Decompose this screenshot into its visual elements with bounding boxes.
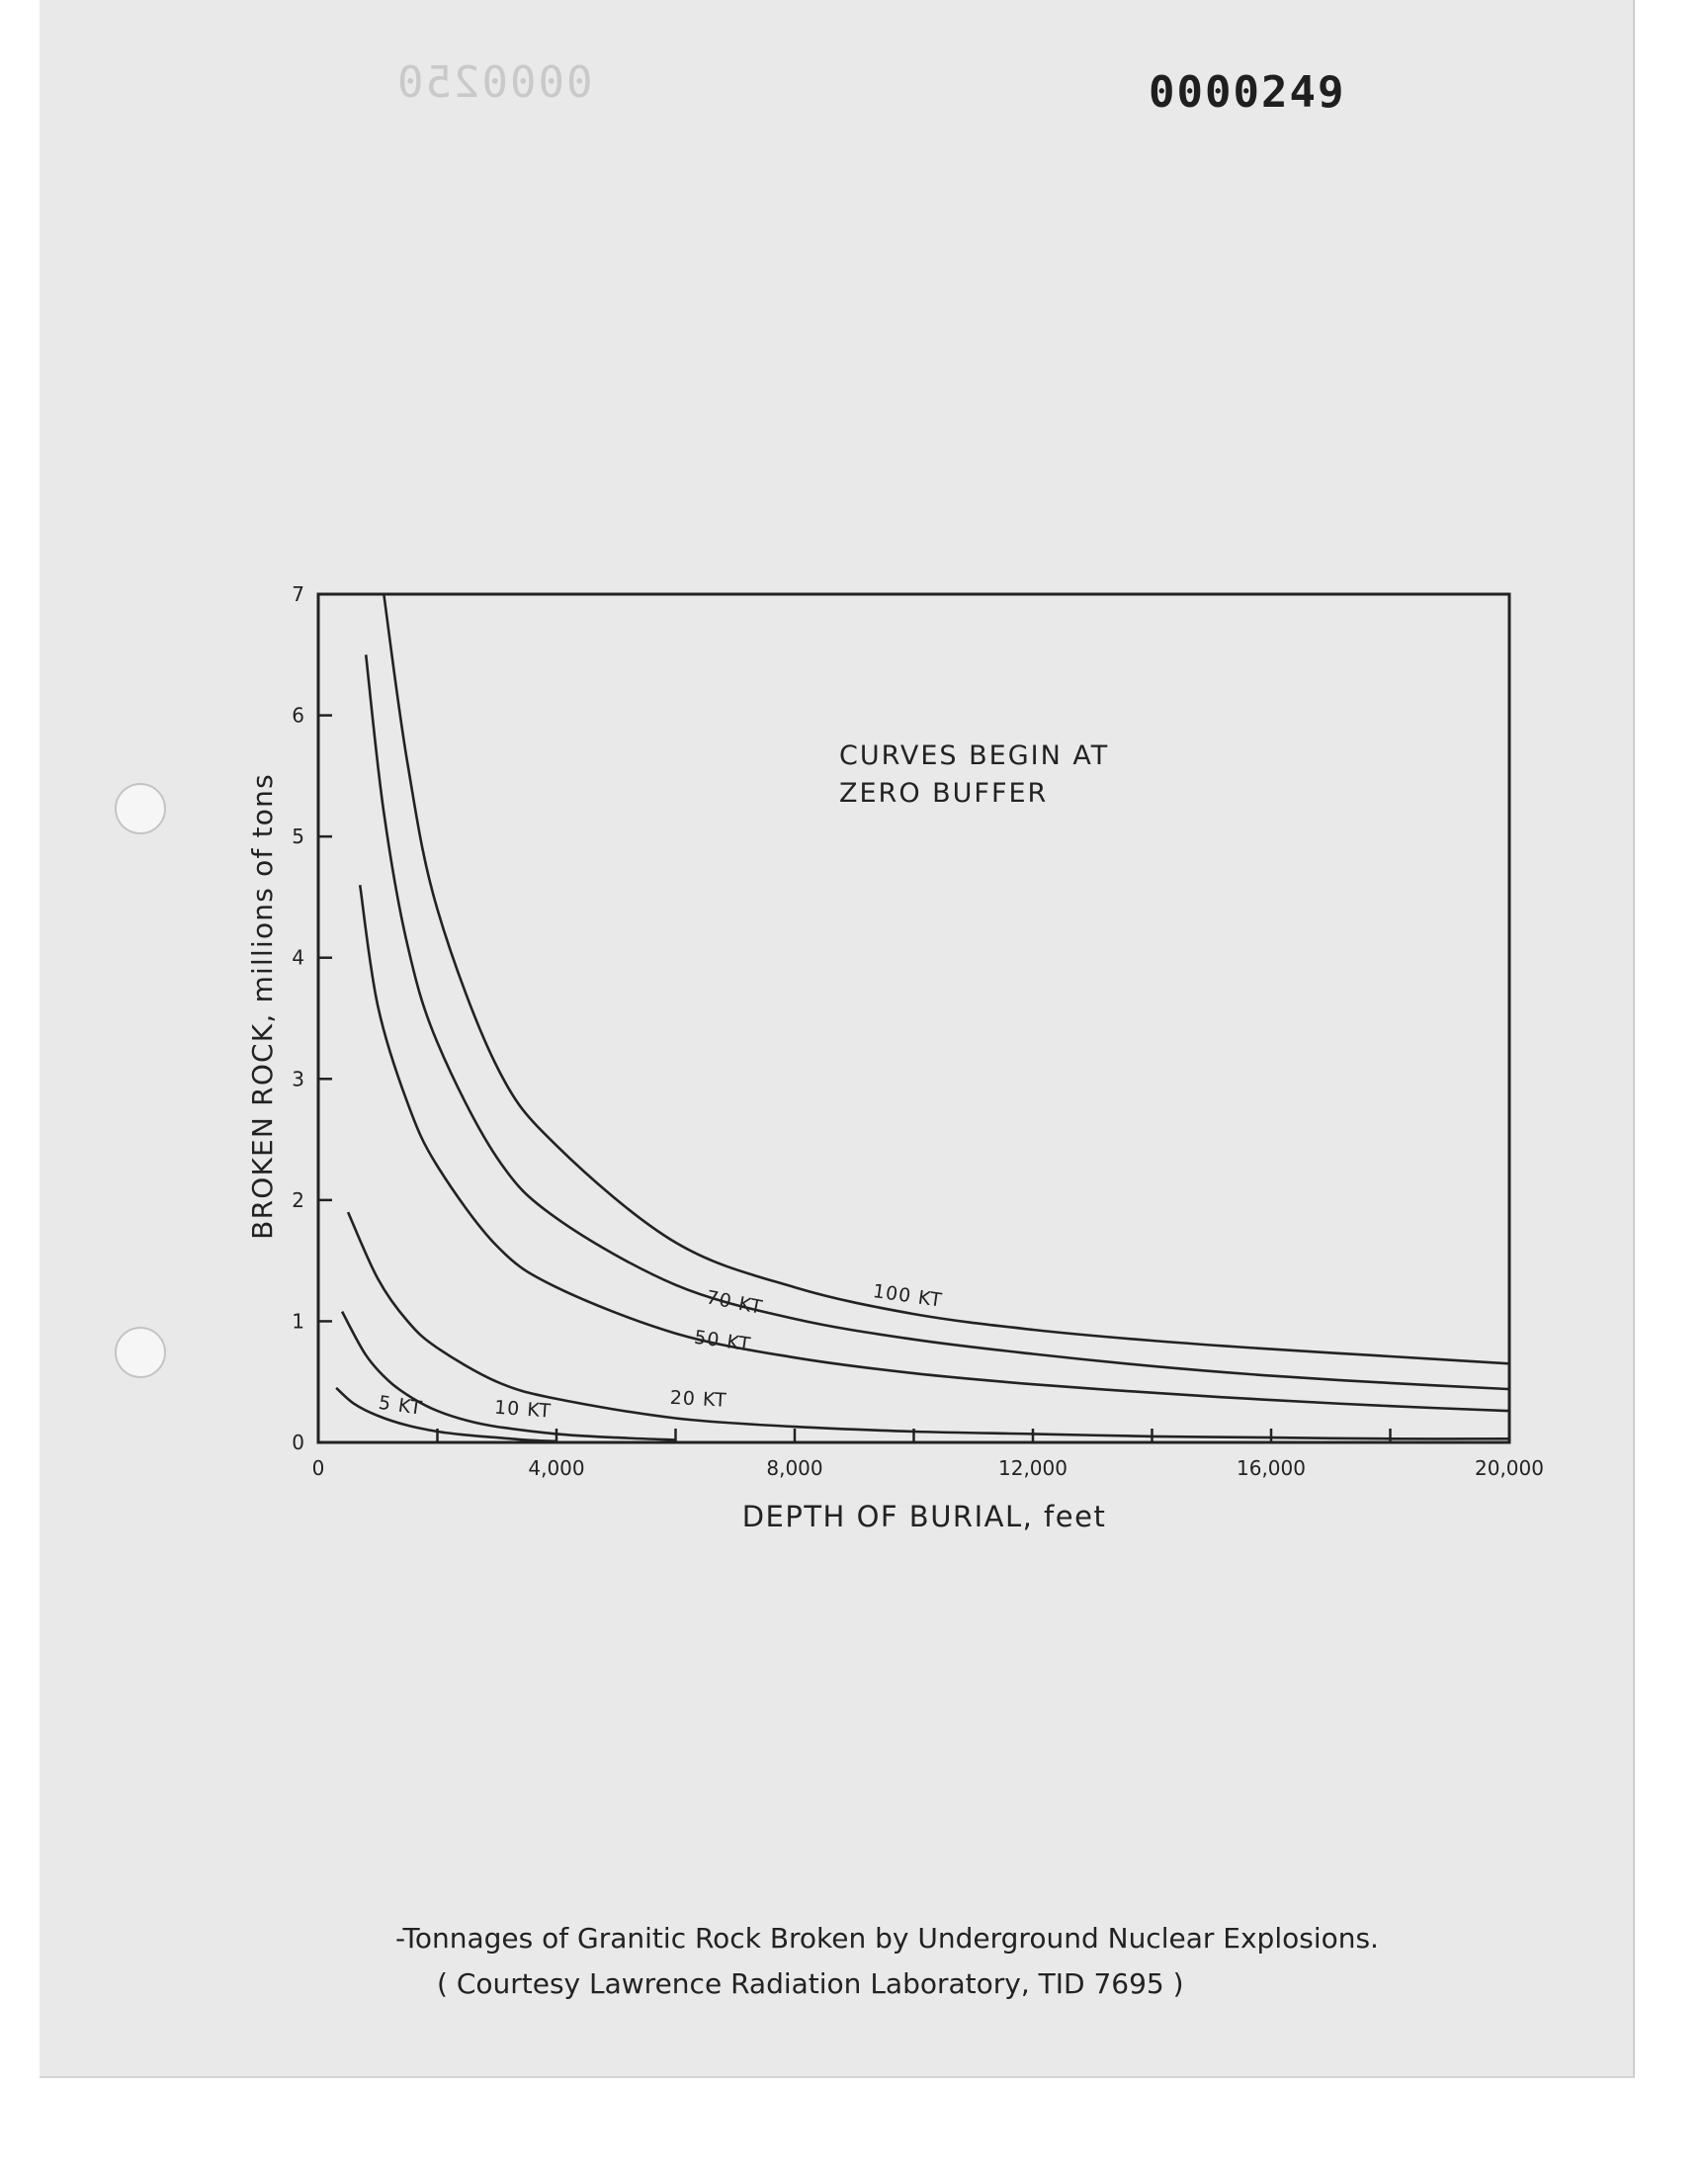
figure-caption xyxy=(395,1916,1601,2007)
x-tick-label: 8,000 xyxy=(766,1456,823,1480)
y-tick-label: 0 xyxy=(292,1431,304,1454)
y-tick-label: 5 xyxy=(292,825,304,849)
y-tick-label: 6 xyxy=(292,703,304,728)
bleed-through-page-number: 0000250 xyxy=(395,57,593,108)
x-tick-label: 12,000 xyxy=(998,1456,1068,1480)
curve-label-50-kt: 50 KT xyxy=(692,1326,753,1356)
y-tick-label: 3 xyxy=(292,1067,304,1091)
y-tick-label: 2 xyxy=(292,1187,304,1212)
curve-label-5-kt: 5 KT xyxy=(377,1391,424,1420)
x-tick-label: 4,000 xyxy=(528,1456,585,1480)
page-number: 0000249 xyxy=(1149,67,1346,118)
caption-line-2: ( Courtesy Lawrence Radiation Laboratory, TID 7695 ) xyxy=(437,1967,1184,2000)
x-tick-label: 0 xyxy=(311,1456,325,1480)
caption-line-1: -Tonnages of Granitic Rock Broken by Underground Nuclear Explosions. xyxy=(395,1922,1379,1955)
curve-50-kt xyxy=(360,885,1509,1411)
y-tick-label: 7 xyxy=(292,582,304,606)
curve-label-10-kt: 10 KT xyxy=(493,1396,553,1423)
curve-100-kt xyxy=(384,594,1509,1363)
y-tick-label: 1 xyxy=(292,1309,304,1334)
y-tick-label: 4 xyxy=(292,945,304,970)
x-tick-label: 20,000 xyxy=(1475,1456,1544,1480)
annotation-line-1: CURVES BEGIN AT xyxy=(839,740,1110,771)
curve-label-70-kt: 70 KT xyxy=(704,1286,765,1319)
curve-label-20-kt: 20 KT xyxy=(669,1386,728,1412)
y-axis-label: BROKEN ROCK, millions of tons xyxy=(246,773,279,1240)
x-axis-label: DEPTH OF BURIAL, feet xyxy=(741,1500,1107,1533)
annotation-line-2: ZERO BUFFER xyxy=(839,778,1049,809)
curve-label-100-kt: 100 KT xyxy=(871,1280,944,1312)
x-tick-label: 16,000 xyxy=(1237,1456,1306,1480)
